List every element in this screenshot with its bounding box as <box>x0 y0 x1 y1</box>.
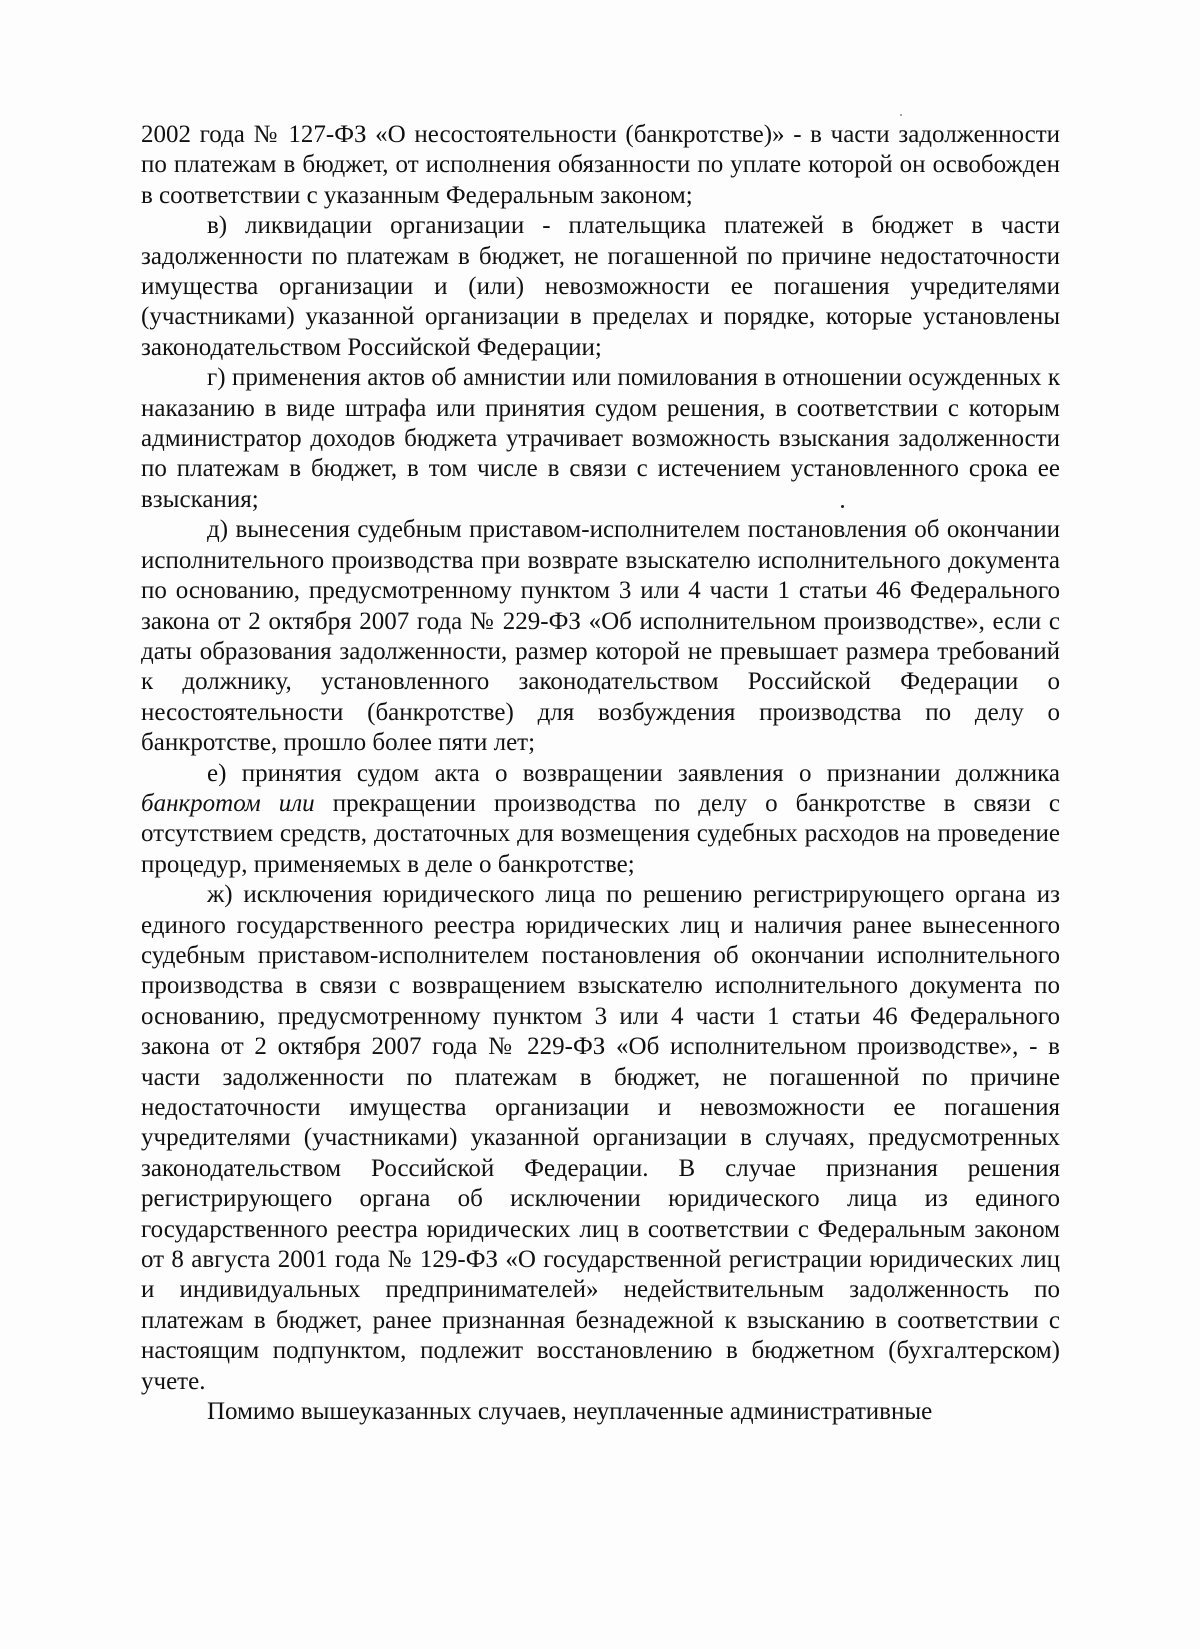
paragraph-text: е) принятия судом акта о возвращении заявления о признании должника <box>207 759 1060 787</box>
paragraph-final <box>141 1397 1060 1427</box>
scan-speck <box>900 114 902 116</box>
paragraph-text: Помимо вышеуказанных случаев, неуплаченные административные <box>207 1398 933 1426</box>
paragraph-text: в) ликвидации организации - плательщика платежей в бюджет в части задолженности по платежам в бюджет, не погашенной по причине недостаточности имущества организации и (или) невозможности ее погашения учредителями (участниками) указанной организации в пределах и порядке, которые установлены законодательством Российской Федерации; <box>141 212 1060 361</box>
paragraph-clause-e <box>141 759 1060 881</box>
scan-speck <box>841 505 844 508</box>
paragraph-clause-d <box>141 515 1060 758</box>
paragraph-text: прекращении производства по делу о банкротстве в связи с отсутствием средств, достаточных для возмещения судебных расходов на проведение процедур, применяемых в деле о банкротстве; <box>141 789 1060 878</box>
paragraph-clause-v <box>141 211 1060 363</box>
paragraph-text: 2002 года № 127-ФЗ «О несостоятельности (банкротстве)» - в части задолженности по платежам в бюджет, от исполнения обязанности по уплате которой он освобожден в соответствии с указанным Федеральным законом; <box>141 121 1060 209</box>
paragraph-text: д) вынесения судебным приставом-исполнителем постановления об окончании исполнительного производства при возврате взыскателю исполнительного документа по основанию, предусмотренному пунктом 3 или 4 части 1 статьи 46 Федерального закона от 2 октября 2007 года № 229-ФЗ «Об исполнительном производстве», если с даты образования задолженности, размер которой не превышает размера требований к должнику, установленного законодательством Российской Федерации о несостоятельности (банкротстве) для возбуждения производства по делу о банкротстве, прошло более пяти лет; <box>141 516 1060 757</box>
paragraph-clause-zh <box>141 880 1060 1397</box>
paragraph-continuation <box>141 120 1060 211</box>
paragraph-text: ж) исключения юридического лица по решению регистрирующего органа из единого государственного реестра юридических лиц и наличия ранее вынесенного судебным приставом-исполнителем постановления об окончании исполнительного производства в связи с возвращением взыскателю исполнительного документа по основанию, предусмотренному пунктом 3 или 4 части 1 статьи 46 Федерального закона от 2 октября 2007 года № 229-ФЗ «Об исполнительном производстве», - в части задолженности по платежам в бюджет, не погашенной по причине недостаточности имущества организации и невозможности ее погашения учредителями (участниками) указанной организации в случаях, предусмотренных законодательством Российской Федерации. В случае признания решения регистрирующего органа об исключении юридического лица из единого государственного реестра юридических лиц в соответствии с Федеральным законом от 8 августа 2001 года № 129-ФЗ «О государственной регистрации юридических лиц и индивидуальных предпринимателей» недействительным задолженность по платежам в бюджет, ранее признанная безнадежной к взысканию в соответствии с настоящим подпунктом, подлежит восстановлению в бюджетном (бухгалтерском) учете. <box>141 881 1060 1395</box>
paragraph-italic-text: банкротом или <box>141 789 315 817</box>
paragraph-clause-g <box>141 363 1060 515</box>
paragraph-text: г) применения актов об амнистии или помилования в отношении осужденных к наказанию в виде штрафа или принятия судом решения, в соответствии с которым администратор доходов бюджета утрачивает возможность взыскания задолженности по платежам в бюджет, в том числе в связи с истечением установленного срока ее взыскания; <box>141 364 1060 513</box>
